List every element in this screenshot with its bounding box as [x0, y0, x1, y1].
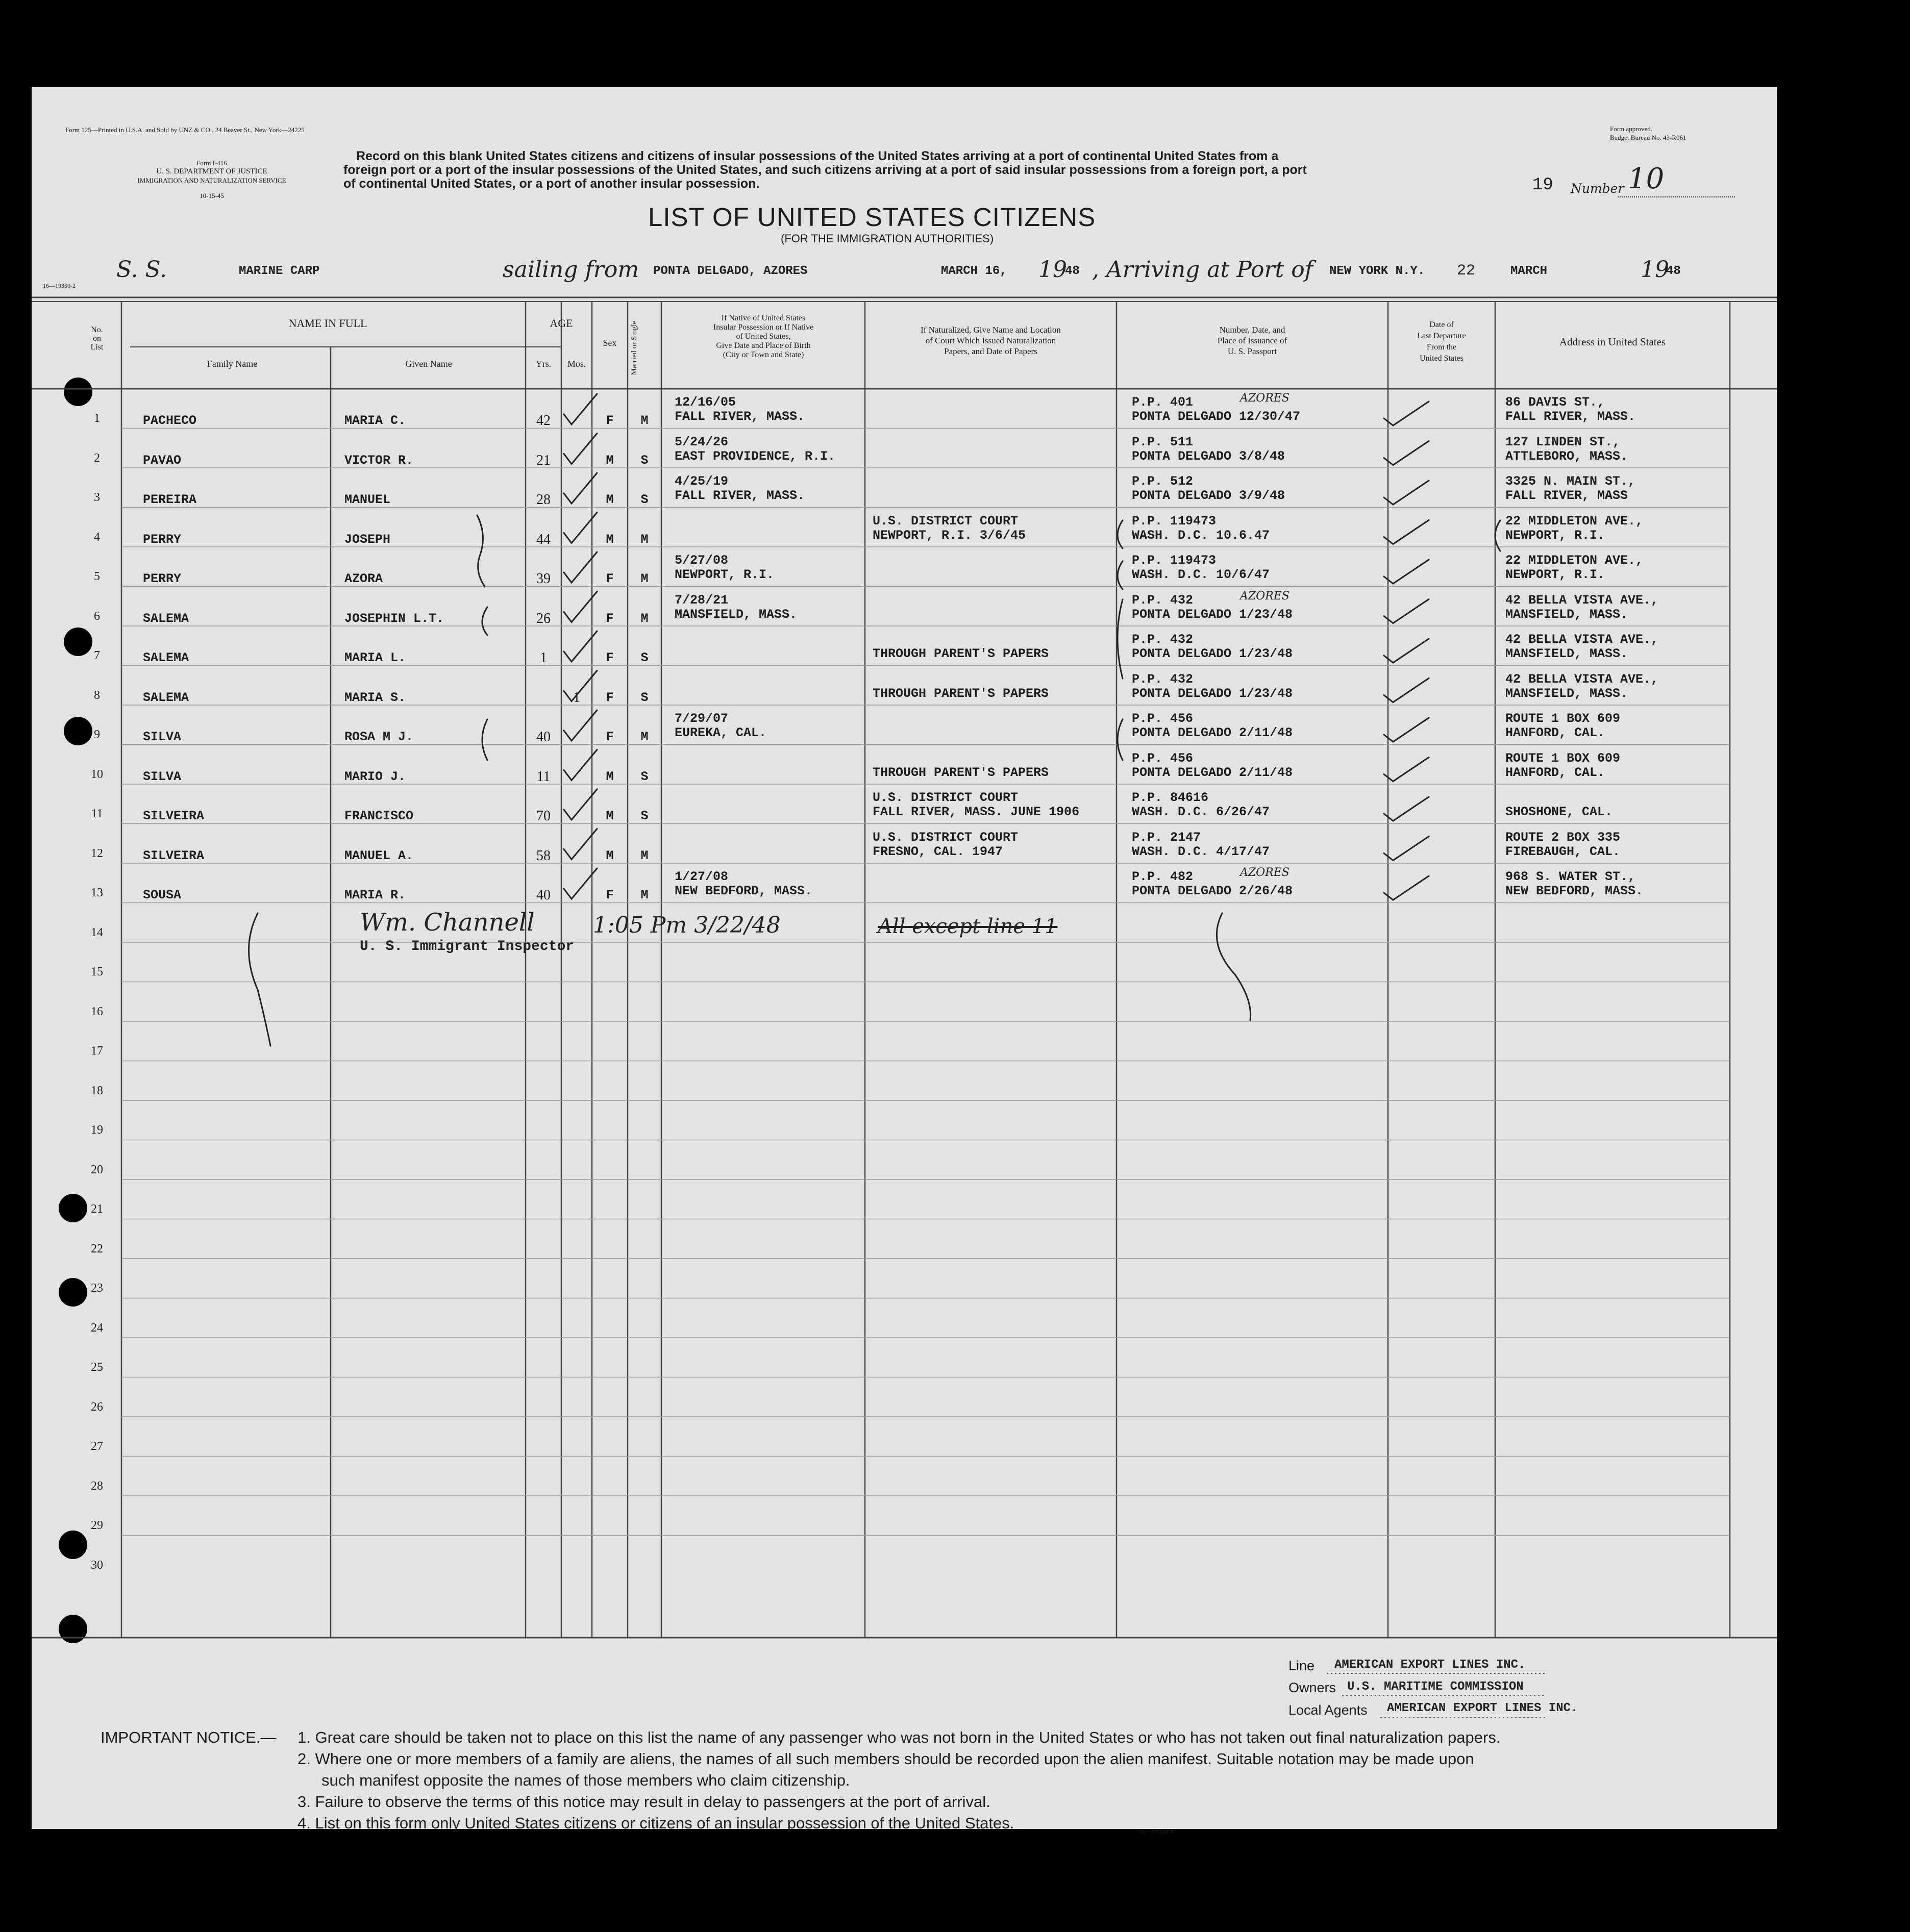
agents-label: Local Agents [1288, 1702, 1368, 1718]
row-number: 12 [91, 846, 103, 860]
notice-heading: IMPORTANT NOTICE.— [101, 1728, 277, 1746]
row-number: 30 [91, 1558, 103, 1572]
marital-status: M [640, 571, 649, 586]
marital-status: S [640, 809, 649, 823]
naturalization-court: U.S. DISTRICT COURT [873, 790, 1019, 805]
address-line-2: MANSFIELD, MASS. [1505, 646, 1628, 661]
birth-place: MANSFIELD, MASS. [675, 607, 798, 622]
sex: M [606, 809, 614, 823]
sex: F [606, 690, 614, 705]
line-label: Line [1288, 1658, 1315, 1673]
header-passport: Number, Date, and Place of Issuance of U. S. Passport [1217, 325, 1287, 356]
row-number: 8 [94, 688, 100, 702]
row-number: 25 [91, 1361, 103, 1374]
passport-number: P.P. 432 [1132, 592, 1194, 608]
owners-value: U.S. MARITIME COMMISSION [1347, 1680, 1524, 1694]
row-number: 2 [94, 451, 100, 465]
birth-date: 12/16/05 [675, 395, 736, 410]
passport-issuance: PONTA DELGADO 1/23/48 [1132, 686, 1293, 701]
struck-note: All except line 11 [878, 915, 1058, 938]
passport-number: P.P. 2147 [1132, 830, 1201, 845]
passport-number: P.P. 511 [1132, 434, 1194, 449]
family-name: SALEMA [143, 650, 189, 665]
passport-issuance: WASH. D.C. 10/6/47 [1132, 567, 1270, 582]
footer-code: 16—19350-4 [1138, 1827, 1174, 1835]
given-name: ROSA M J. [344, 730, 414, 744]
passport-issuance: WASH. D.C. 4/17/47 [1132, 844, 1270, 859]
address-line-1: 3325 N. MAIN ST., [1505, 474, 1636, 489]
header-native-birth: If Native of United States Insular Possession or If Native of United States, Give Date and Place of Birth (City or Town and State) [713, 314, 814, 359]
birth-place: NEWPORT, R.I. [675, 567, 775, 582]
passport-issuance: PONTA DELGADO 3/9/48 [1132, 488, 1285, 503]
passport-issuance: PONTA DELGADO 12/30/47 [1132, 409, 1301, 424]
age-years: 39 [536, 571, 551, 587]
family-name: PEREIRA [143, 492, 197, 507]
side-code: 16—19350-2 [43, 282, 76, 289]
birth-place: NEW BEDFORD, MASS. [675, 884, 813, 898]
address-line-2: SHOSHONE, CAL. [1505, 805, 1613, 819]
row-number: 20 [91, 1163, 103, 1176]
row-number: 26 [91, 1400, 103, 1414]
row-number: 5 [94, 570, 100, 583]
row-number: 16 [91, 1005, 103, 1018]
address-line-2: FALL RIVER, MASS [1505, 488, 1628, 503]
header-address: Address in United States [1559, 336, 1666, 348]
row-number: 11 [91, 807, 103, 820]
notice-item-2b: such manifest opposite the names of those members who claim citizenship. [321, 1771, 850, 1789]
age-years: 70 [536, 808, 551, 824]
address-line-2: HANFORD, CAL. [1505, 725, 1605, 740]
row-number: 1 [94, 412, 100, 425]
address-line-2: MANSFIELD, MASS. [1505, 607, 1628, 622]
address-line-1: 86 DAVIS ST., [1505, 395, 1605, 410]
notice-item-2a: 2. Where one or more members of a family are aliens, the names of all such members should be recorded upon the alien manifest. Suitable notation may be made upon [297, 1750, 1474, 1768]
header-given-name: Given Name [405, 359, 452, 369]
passport-issuance: PONTA DELGADO 1/23/48 [1132, 607, 1293, 622]
passport-number: P.P. 84616 [1132, 790, 1209, 805]
page-title: LIST OF UNITED STATES CITIZENS [648, 203, 1096, 232]
year-prefix: 19 [1038, 257, 1067, 283]
arrival-day: 22 [1457, 262, 1476, 280]
inspection-time: 1:05 Pm 3/22/48 [593, 912, 781, 938]
birth-date: 4/25/19 [675, 474, 729, 489]
department: U. S. DEPARTMENT OF JUSTICE [156, 167, 267, 175]
marital-status: M [640, 888, 649, 902]
naturalization-place: THROUGH PARENT'S PAPERS [873, 686, 1049, 701]
address-line-2: NEWPORT, R.I. [1505, 567, 1605, 582]
family-name: PERRY [143, 571, 182, 586]
address-line-1: 127 LINDEN ST., [1505, 434, 1621, 449]
age-years: 42 [536, 413, 551, 429]
address-line-1: ROUTE 2 BOX 335 [1505, 830, 1621, 845]
passport-number: P.P. 482 [1132, 869, 1194, 884]
birth-date: 5/27/08 [675, 553, 729, 568]
naturalization-place: FALL RIVER, MASS. JUNE 1906 [873, 805, 1080, 819]
address-line-2: HANFORD, CAL. [1505, 765, 1605, 780]
form-date: 10-15-45 [200, 192, 224, 199]
address-line-2: MANSFIELD, MASS. [1505, 686, 1628, 701]
family-name: SALEMA [143, 690, 189, 705]
age-years: 1 [540, 650, 547, 666]
page-subtitle: (FOR THE IMMIGRATION AUTHORITIES) [781, 232, 994, 245]
given-name: JOSEPH [344, 532, 391, 547]
header-married-single: Married or Single [630, 320, 638, 375]
marital-status: M [640, 848, 649, 863]
arrival-port: NEW YORK N.Y. [1329, 264, 1425, 278]
family-name: PAVAO [143, 453, 182, 468]
address-line-2: ATTLEBORO, MASS. [1505, 448, 1628, 464]
instruction-line-3: of continental United States, or a port of another insular possession. [343, 177, 760, 191]
sex: M [606, 769, 614, 784]
row-number: 27 [91, 1440, 103, 1453]
arriving-label: , Arriving at Port of [1092, 257, 1313, 283]
passport-issuance: PONTA DELGADO 1/23/48 [1132, 646, 1293, 661]
passport-number: P.P. 456 [1132, 750, 1194, 766]
marital-status: M [640, 413, 649, 428]
header-mos: Mos. [567, 359, 586, 369]
birth-date: 7/29/07 [675, 711, 729, 726]
row-number: 18 [91, 1084, 103, 1097]
row-number: 22 [91, 1242, 103, 1256]
passport-number: P.P. 119473 [1132, 513, 1217, 529]
passport-issuance: PONTA DELGADO 2/11/48 [1132, 765, 1293, 780]
passport-number: P.P. 119473 [1132, 553, 1217, 568]
passport-issuance: WASH. D.C. 6/26/47 [1132, 805, 1270, 819]
given-name: VICTOR R. [344, 453, 414, 468]
marital-status: S [640, 769, 649, 784]
row-number: 24 [91, 1321, 103, 1335]
header-yrs: Yrs. [535, 359, 552, 369]
inspector-title: U. S. Immigrant Inspector [360, 939, 575, 955]
age-years: 28 [536, 492, 551, 508]
marital-status: S [640, 690, 649, 705]
age-years: 26 [536, 610, 551, 626]
address-line-1: ROUTE 1 BOX 609 [1505, 750, 1621, 766]
row-number: 10 [91, 767, 103, 781]
given-name: MARIA C. [344, 413, 406, 428]
sex: F [606, 730, 614, 744]
marital-status: M [640, 532, 649, 547]
row-number: 9 [94, 728, 100, 741]
notice-item-1: 1. Great care should be taken not to place on this list the name of any passenger who was not born in the United States or who has not taken out final naturalization papers. [297, 1728, 1501, 1746]
sailing-from-label: sailing from [503, 257, 639, 283]
age-years: 40 [536, 729, 551, 745]
header-sex: Sex [603, 338, 617, 348]
passport-issuance: WASH. D.C. 10.6.47 [1132, 528, 1270, 543]
address-line-2: FALL RIVER, MASS. [1505, 409, 1636, 424]
given-name: JOSEPHIN L.T. [344, 611, 444, 626]
form-approved: Form approved. [1610, 125, 1653, 133]
number-label: Number [1571, 181, 1624, 196]
given-name: MANUEL A. [344, 848, 414, 863]
header-no-on-list: No. on List [90, 325, 104, 352]
address-line-2: FIREBAUGH, CAL. [1505, 844, 1621, 859]
header-name-in-full: NAME IN FULL [288, 317, 367, 330]
sex: F [606, 611, 614, 626]
address-line-1: 42 BELLA VISTA AVE., [1505, 632, 1659, 647]
address-line-1: 968 S. WATER ST., [1505, 869, 1636, 884]
header-last-departure: Date of Last Departure From the United States [1417, 320, 1466, 363]
naturalization-court: U.S. DISTRICT COURT [873, 830, 1019, 845]
row-number: 29 [91, 1519, 103, 1532]
notice-item-4: 4. List on this form only United States citizens or citizens of an insular possession of the United States. [297, 1814, 1014, 1832]
birth-place: FALL RIVER, MASS. [675, 409, 805, 424]
family-name: SILVA [143, 769, 182, 784]
naturalization-court: U.S. DISTRICT COURT [873, 513, 1019, 529]
address-line-1: 22 MIDDLETON AVE., [1505, 513, 1644, 529]
header-naturalized: If Naturalized, Give Name and Location of Court Which Issued Naturalization Papers, and Date of Papers [921, 325, 1061, 356]
passport-note: AZORES [1240, 392, 1289, 405]
given-name: AZORA [344, 571, 383, 586]
naturalization-place: THROUGH PARENT'S PAPERS [873, 646, 1049, 661]
row-number: 23 [91, 1282, 103, 1295]
given-name: MANUEL [344, 492, 391, 507]
address-line-2: NEW BEDFORD, MASS. [1505, 884, 1644, 898]
agents-value: AMERICAN EXPORT LINES INC. [1387, 1701, 1578, 1715]
sex: M [606, 492, 614, 507]
list-number: 10 [1628, 162, 1665, 195]
owners-label: Owners [1288, 1680, 1336, 1695]
family-name: SILVA [143, 730, 182, 744]
passport-issuance: PONTA DELGADO 2/11/48 [1132, 725, 1293, 740]
naturalization-place: NEWPORT, R.I. 3/6/45 [873, 528, 1026, 543]
row-number: 15 [91, 965, 103, 978]
age-years: 58 [536, 847, 551, 864]
notice-item-3: 3. Failure to observe the terms of this notice may result in delay to passengers at the port of arrival. [297, 1793, 990, 1811]
sex: M [606, 532, 614, 547]
row-number: 17 [91, 1044, 103, 1058]
address-line-1: ROUTE 1 BOX 609 [1505, 711, 1621, 726]
address-line-2: NEWPORT, R.I. [1505, 528, 1605, 543]
passport-number: P.P. 432 [1132, 671, 1194, 687]
sex: F [606, 888, 614, 902]
departure-port: PONTA DELGADO, AZORES [653, 264, 808, 278]
marital-status: S [640, 650, 649, 665]
ship-name: MARINE CARP [239, 264, 320, 278]
birth-place: EAST PROVIDENCE, R.I. [675, 448, 836, 464]
birth-place: EUREKA, CAL. [675, 725, 767, 740]
arrival-month: MARCH [1510, 264, 1548, 278]
passport-note: AZORES [1240, 589, 1289, 603]
family-name: SILVEIRA [143, 848, 205, 863]
family-name: SILVEIRA [143, 809, 205, 823]
family-name: SOUSA [143, 888, 182, 902]
birth-date: 7/28/21 [675, 592, 729, 608]
address-line-1: 42 BELLA VISTA AVE., [1505, 671, 1659, 687]
given-name: MARIA S. [344, 690, 406, 705]
row-number: 3 [94, 491, 100, 504]
arrival-year-prefix: 19 [1641, 257, 1669, 283]
age-years: 11 [536, 768, 551, 785]
given-name: MARIA R. [344, 888, 406, 902]
family-name: SALEMA [143, 611, 189, 626]
service: IMMIGRATION AND NATURALIZATION SERVICE [137, 177, 286, 184]
row-number: 4 [94, 530, 100, 544]
address-line-1: 42 BELLA VISTA AVE., [1505, 592, 1659, 608]
sex: F [606, 650, 614, 665]
row-number: 19 [91, 1123, 103, 1137]
header-family-name: Family Name [207, 359, 258, 369]
printer-note: Form 125—Printed in U.S.A. and Sold by UNZ & CO., 24 Beaver St., New York—24225 [65, 126, 305, 134]
passport-issuance: PONTA DELGADO 3/8/48 [1132, 448, 1285, 464]
birth-date: 5/24/26 [675, 434, 729, 449]
sex: M [606, 848, 614, 863]
inspector-signature: Wm. Channell [360, 908, 535, 937]
year-label: 19 [1532, 175, 1553, 195]
row-number: 6 [94, 609, 100, 623]
naturalization-place: THROUGH PARENT'S PAPERS [873, 765, 1049, 780]
passport-number: P.P. 512 [1132, 474, 1194, 489]
instruction-line-1: Record on this blank United States citizens and citizens of insular possessions of the United States arriving at a port of continental United States from a [356, 149, 1279, 163]
family-name: PERRY [143, 532, 182, 547]
form-id: Form I-416 [196, 159, 227, 167]
sex: M [606, 453, 614, 468]
row-number: 7 [94, 649, 100, 662]
arrival-year-suffix: 48 [1666, 264, 1681, 278]
sex: F [606, 413, 614, 428]
given-name: MARIA L. [344, 650, 406, 665]
passport-number: P.P. 432 [1132, 632, 1194, 647]
birth-date: 1/27/08 [675, 869, 729, 884]
naturalization-place: FRESNO, CAL. 1947 [873, 844, 1003, 859]
family-name: PACHECO [143, 413, 197, 428]
row-number: 14 [91, 925, 103, 939]
passport-number: P.P. 401 [1132, 395, 1194, 410]
age-years: 21 [536, 452, 551, 468]
sex: F [606, 571, 614, 586]
age-years: 44 [536, 531, 551, 547]
birth-place: FALL RIVER, MASS. [675, 488, 805, 503]
row-number: 21 [91, 1202, 103, 1216]
row-number: 28 [91, 1479, 103, 1493]
departure-date: MARCH 16, [941, 264, 1007, 278]
year-suffix: 48 [1065, 264, 1080, 278]
marital-status: S [640, 453, 649, 468]
instruction-line-2: foreign port or a port of the insular possessions of the United States, and such citizens arriving at a port of said insular possessions from a foreign port, a port [343, 163, 1307, 177]
marital-status: S [640, 492, 649, 507]
marital-status: M [640, 611, 649, 626]
passport-number: P.P. 456 [1132, 711, 1194, 726]
budget-bureau: Budget Bureau No. 43-R061 [1610, 134, 1686, 141]
given-name: FRANCISCO [344, 809, 414, 823]
given-name: MARIO J. [344, 769, 406, 784]
age-years: 40 [536, 887, 551, 903]
header-age: AGE [550, 317, 573, 330]
ss-label: S. S. [116, 257, 167, 283]
passport-issuance: PONTA DELGADO 2/26/48 [1132, 884, 1293, 898]
line-value: AMERICAN EXPORT LINES INC. [1334, 1658, 1526, 1672]
marital-status: M [640, 730, 649, 744]
passport-note: AZORES [1240, 866, 1289, 879]
age-months: 1 [573, 689, 580, 706]
address-line-1: 22 MIDDLETON AVE., [1505, 553, 1644, 568]
row-number: 13 [91, 886, 103, 899]
